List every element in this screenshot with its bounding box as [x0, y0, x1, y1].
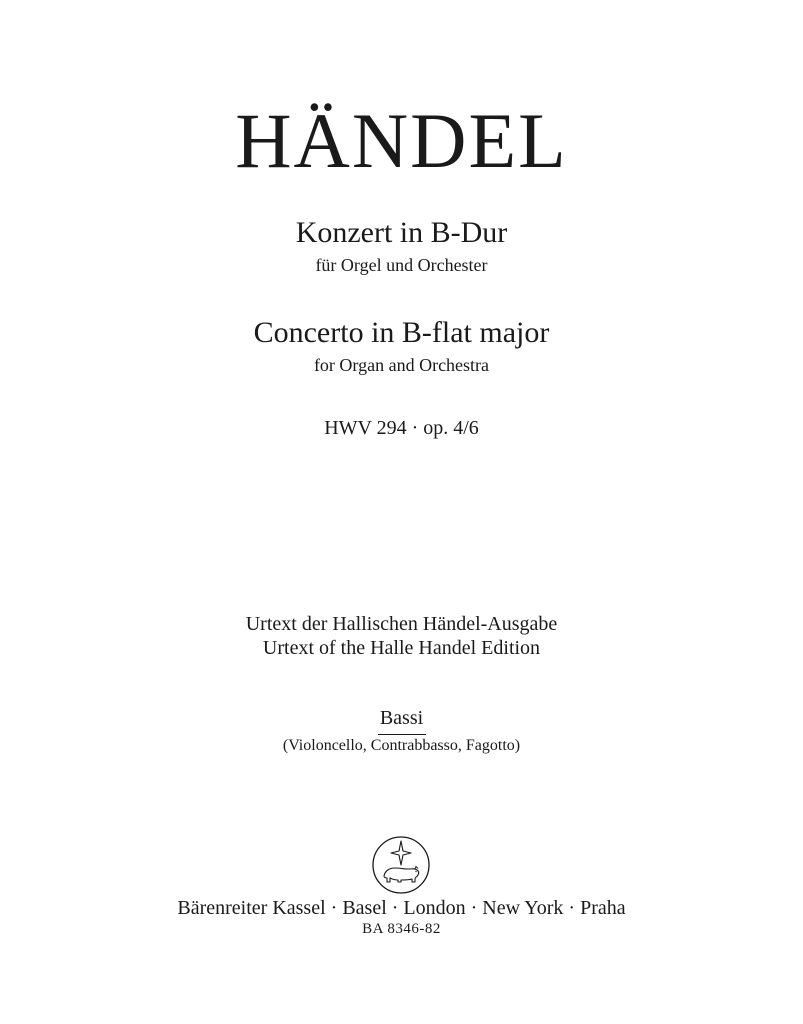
publisher-line: Bärenreiter Kassel · Basel · London · New York · Praha: [177, 897, 626, 919]
work-title-english: Concerto in B-flat major: [253, 316, 550, 349]
part-instruments: (Violoncello, Contrabbasso, Fagotto): [282, 737, 521, 754]
part-name: Bassi: [379, 707, 424, 729]
work-title-german: Konzert in B-Dur: [295, 216, 508, 249]
edition-number: BA 8346-82: [362, 921, 441, 937]
urtext-note-german: Urtext der Hallischen Händel-Ausgabe: [245, 613, 558, 635]
urtext-note-english: Urtext of the Halle Handel Edition: [262, 637, 541, 659]
work-subtitle-english: for Organ and Orchestra: [313, 355, 490, 375]
publisher-bear-star-logo-icon: [371, 835, 431, 895]
composer-name: HÄNDEL: [235, 97, 568, 184]
work-subtitle-german: für Orgel und Orchester: [315, 255, 488, 275]
catalog-number: HWV 294 · op. 4/6: [324, 417, 479, 439]
part-underline: [378, 734, 426, 735]
